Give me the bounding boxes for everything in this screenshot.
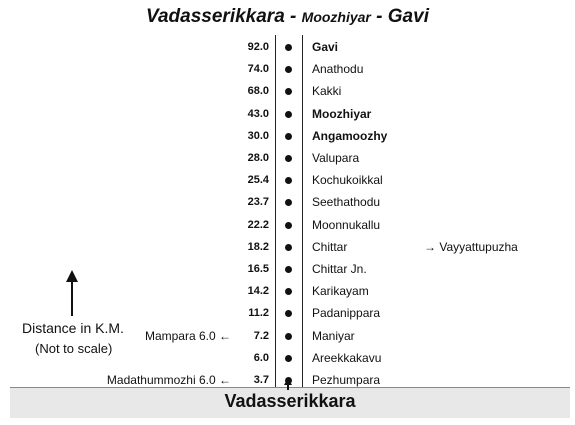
stop-row	[0, 217, 575, 235]
stop-distance: 7.2	[253, 329, 269, 342]
stop-name: Chittar	[312, 239, 348, 254]
distance-arrow-shaft	[71, 280, 73, 316]
stop-dot	[285, 355, 292, 362]
stop-row	[0, 194, 575, 212]
stop-distance: 18.2	[247, 240, 269, 253]
stop-name: Chittar Jn.	[312, 262, 367, 276]
arrow-left-icon: ←	[219, 328, 231, 343]
stop-distance: 25.4	[247, 174, 269, 187]
stop-name: Anathodu	[312, 62, 364, 77]
stop-row	[0, 39, 575, 57]
stop-distance: 14.2	[247, 285, 269, 298]
stop-row	[0, 128, 575, 146]
arrow-right-icon: →	[424, 239, 436, 254]
stop-name: Areekkakavu	[312, 350, 382, 365]
branch-right	[424, 240, 518, 254]
branch-left	[107, 373, 231, 387]
stop-row	[0, 150, 575, 168]
stop-row	[0, 283, 575, 301]
stop-distance: 22.2	[247, 218, 269, 231]
stop-distance: 68.0	[247, 85, 269, 98]
stop-name: Pezhumpara	[312, 373, 381, 387]
stop-distance: 23.7	[247, 196, 269, 209]
stop-dot	[285, 88, 292, 95]
stop-name: Gavi	[312, 40, 339, 54]
arrow-left-icon: ←	[219, 373, 231, 387]
start-arrow-shaft	[287, 384, 289, 390]
stop-distance: 28.0	[247, 152, 269, 164]
stop-name: Karikayam	[312, 284, 369, 299]
stop-dot	[285, 44, 292, 51]
stop-name: Seethathodu	[312, 195, 381, 210]
branch-right-label: Vayyattupuzha	[439, 239, 518, 254]
stop-dot	[285, 155, 292, 162]
stop-row	[0, 61, 575, 79]
stop-name: Padanippara	[312, 306, 381, 321]
stop-dot	[285, 177, 292, 184]
stop-dot	[285, 266, 292, 273]
stop-name: Maniyar	[312, 328, 355, 343]
stop-distance: 16.5	[247, 263, 269, 275]
stop-row	[0, 239, 575, 257]
stop-name: Angamoozhy	[312, 128, 388, 143]
title-via: Moozhiyar	[301, 9, 371, 25]
stop-row	[0, 106, 575, 124]
stop-dot	[285, 222, 292, 229]
stop-distance: 6.0	[253, 351, 269, 364]
stop-dot	[285, 133, 292, 140]
stop-distance: 3.7	[253, 374, 269, 386]
stop-dot	[285, 244, 292, 251]
stop-distance: 74.0	[247, 63, 269, 76]
stop-dot	[285, 66, 292, 73]
stop-distance: 11.2	[248, 307, 269, 320]
stop-name: Kochukoikkal	[312, 173, 383, 188]
stop-dot	[285, 111, 292, 118]
branch-left-label: Mampara 6.0	[144, 328, 216, 343]
stop-dot	[285, 310, 292, 317]
stop-name: Valupara	[312, 151, 360, 165]
branch-left-label: Madathummozhi 6.0	[106, 373, 216, 387]
diagram-title	[0, 6, 575, 28]
stop-name: Moonnukallu	[312, 217, 381, 232]
stop-row	[0, 261, 575, 279]
scale-note: (Not to scale)	[35, 341, 113, 356]
stop-distance: 30.0	[247, 129, 269, 142]
stop-dot	[285, 288, 292, 295]
stop-dot	[285, 333, 292, 340]
distance-legend: Distance in K.M.	[22, 320, 124, 336]
title-destination: - Gavi	[370, 6, 429, 27]
stop-row	[0, 83, 575, 101]
stop-name: Kakki	[312, 84, 342, 99]
title-origin: Vadasserikkara -	[146, 6, 302, 27]
stop-distance: 92.0	[247, 41, 269, 53]
stop-dot	[285, 199, 292, 206]
stop-row	[0, 172, 575, 190]
base-label: Vadasserikkara	[224, 391, 356, 411]
stop-name: Moozhiyar	[312, 106, 372, 121]
stop-distance: 43.0	[247, 107, 269, 120]
branch-left	[145, 329, 231, 343]
